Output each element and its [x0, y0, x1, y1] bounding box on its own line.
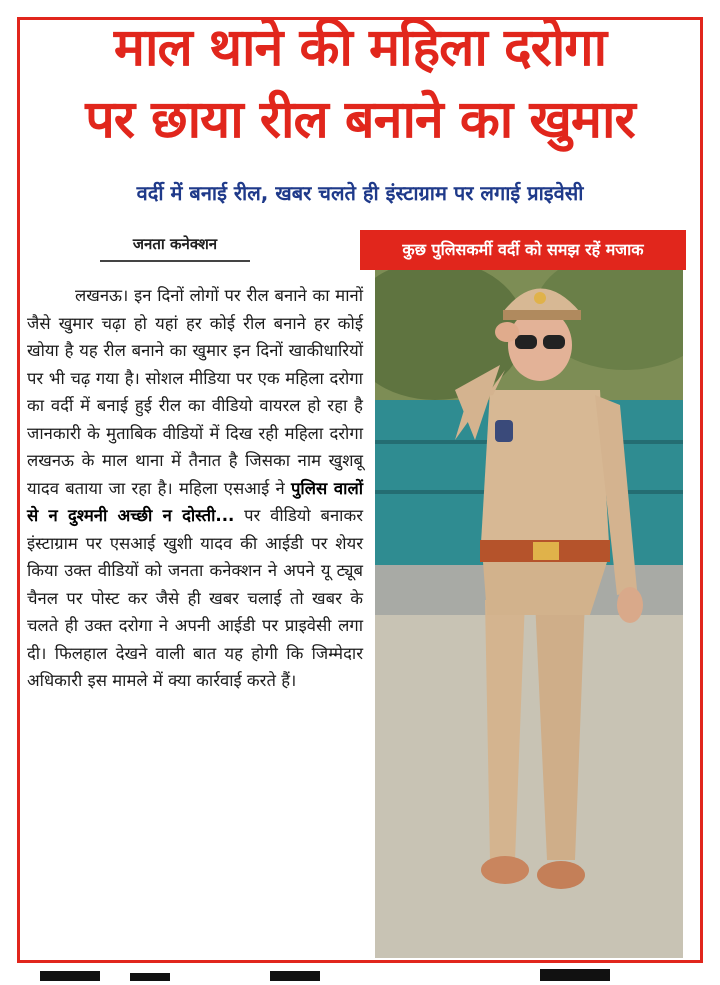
headline-line-2: पर छाया रील बनाने का खुमार: [85, 90, 635, 150]
officer-illustration: [375, 270, 683, 958]
police-officer-photo: [375, 270, 683, 958]
headline-line-1: माल थाने की महिला दरोगा: [113, 18, 607, 78]
article-bold-quote: पुलिस वालों से न दुश्मनी अच्छी न दोस्ती...: [27, 478, 363, 525]
photo-caption: कुछ पुलिसकर्मी वर्दी को समझ रहें मजाक: [360, 230, 686, 270]
next-article-fragment: [20, 966, 700, 980]
article-text-part-2: पर वीडियो बनाकर इंस्टाग्राम पर एसआई खुशी यादव की आईडी पर शेयर किया उक्त वीडियों को जनता कनेक्शन ने अपने यू ट्यूब चैनल पर पोस्ट कर जैसे ही खबर चलाई तो खबर के चलते ही उक्त दरोगा ने अपनी आईडी पर प्राइवेसी लगा दी। फिलहाल देखने वाली बात यह होगी कि जिम्मेदार अधिकारी इस मामले में क्या कार्रवाई करते हैं।: [27, 506, 364, 690]
article-body: [27, 282, 363, 695]
truncated-headline-glyphs: [20, 967, 700, 981]
byline: जनता कनेक्शन: [100, 234, 250, 262]
article-text-part-1: लखनऊ। इन दिनों लोगों पर रील बनाने का मानों जैसे खुमार चढ़ा हो यहां हर कोई रील बनाने हर कोई खोया है यह रील बनाने का खुमार इन दिनों खाकीधारियों पर भी चढ़ गया है। सोशल मीडिया पर एक महिला दरोगा का वर्दी में बनाई हुई रील का वीडियो वायरल हो रहा है जानकारी के मुताबिक वीडियों में दिख रही महिला दरोगा लखनऊ के माल थाना में तैनात है जिसका नाम खुशबू यादव बताया जा रहा है। महिला एसआई ने: [27, 286, 363, 498]
subheadline: वर्दी में बनाई रील, खबर चलते ही इंस्टाग्राम पर लगाई प्राइवेसी: [136, 181, 584, 205]
